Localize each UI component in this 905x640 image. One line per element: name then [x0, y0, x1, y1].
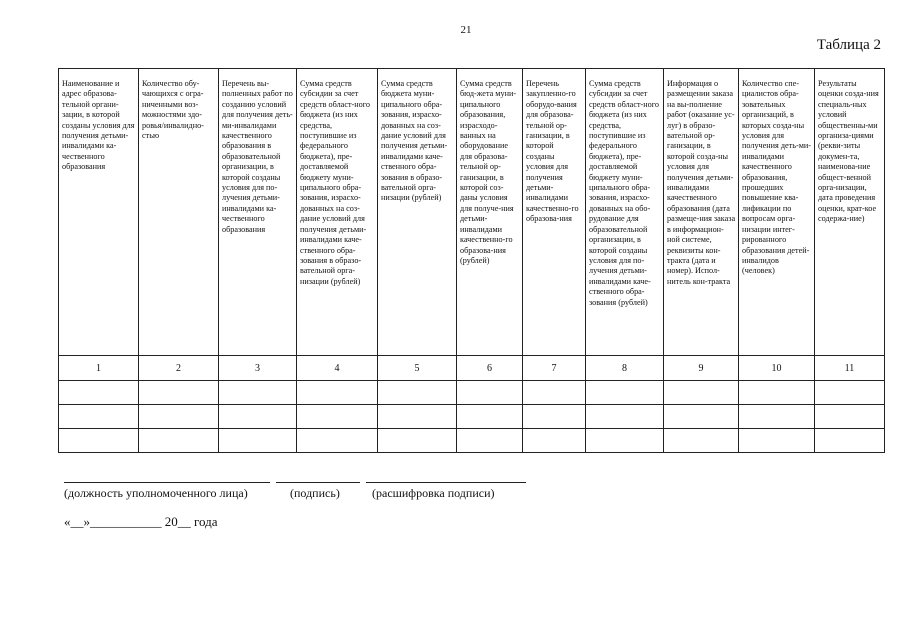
column-number: 7	[523, 356, 586, 381]
table-cell[interactable]	[219, 381, 297, 405]
table-cell[interactable]	[59, 381, 139, 405]
table-cell[interactable]	[59, 429, 139, 453]
table-cell[interactable]	[297, 405, 378, 429]
column-header-text: Перечень вы-полненных работ по созданию условий для получения деть-ми-инвалидами качественного образования в образовательной организации, в которой созданы условия для по-лучения детьми-инвалидами ка-чественного образования	[222, 79, 293, 234]
column-number: 6	[457, 356, 523, 381]
table-cell[interactable]	[586, 429, 664, 453]
table-cell[interactable]	[815, 429, 885, 453]
table-cell[interactable]	[139, 405, 219, 429]
column-header	[219, 69, 297, 356]
column-number: 11	[815, 356, 885, 381]
page-number: 21	[460, 24, 472, 36]
column-header-text: Перечень закупленно-го оборудо-вания для образова-тельной ор-ганизации, в которой созданы условия для получения детьми-инвалидами качественно-го образова-ния	[526, 79, 579, 224]
table-cell[interactable]	[523, 405, 586, 429]
table-cell[interactable]	[139, 381, 219, 405]
table-cell[interactable]	[739, 381, 815, 405]
column-header	[297, 69, 378, 356]
table-cell[interactable]	[586, 405, 664, 429]
table-cell[interactable]	[297, 381, 378, 405]
table-cell[interactable]	[378, 381, 457, 405]
position-label: (должность уполномоченного лица)	[64, 486, 248, 500]
table-header-row	[59, 69, 885, 356]
table-cell[interactable]	[523, 429, 586, 453]
table-cell[interactable]	[739, 405, 815, 429]
table-cell[interactable]	[139, 429, 219, 453]
table-cell[interactable]	[457, 429, 523, 453]
column-number: 2	[139, 356, 219, 381]
column-number: 8	[586, 356, 664, 381]
column-header	[523, 69, 586, 356]
position-signature-line[interactable]	[64, 482, 270, 483]
table-cell[interactable]	[457, 381, 523, 405]
column-number: 1	[59, 356, 139, 381]
table-cell[interactable]	[815, 405, 885, 429]
column-header-text: Информация о размещении заказа на вы-полнение работ (оказание ус-луг) в образо-вательной ор-ганизации, в которой созда-ны условия для получения детьми-инвалидами качественного образования (дата размеще-ния заказа в информацион-ной системе, реквизиты кон-тракта (дата и номер). Испол-нитель кон-тракта	[667, 79, 736, 286]
table-cell[interactable]	[815, 381, 885, 405]
column-header	[739, 69, 815, 356]
table-cell[interactable]	[378, 405, 457, 429]
column-number: 9	[664, 356, 739, 381]
column-header	[586, 69, 664, 356]
column-header-text: Результаты оценки созда-ния специаль-ных условий общественны-ми организа-циями (рекви-зиты докумен-та, наименова-ние общест-венной орга-низации, дата проведения оценки, крат-кое содержа-ние)	[818, 79, 879, 224]
table-cell[interactable]	[586, 381, 664, 405]
column-header-text: Сумма средств бюд-жета муни-ципального образования, израсходо-ванных на оборудование для образова-тельной ор-ганизации, в которой соз-даны условия для получе-ния детьми-инвалидами качественно-го образова-ния (рублей)	[460, 79, 517, 265]
decoding-label: (расшифровка подписи)	[372, 486, 495, 500]
column-header	[664, 69, 739, 356]
column-header	[59, 69, 139, 356]
column-header-text: Сумма средств субсидии за счет средств област-ного бюджета (из них средства, поступившие из федерального бюджета), пре-доставляемой бюджету муни-ципального обра-зования, израсхо-дованных на обо-рудование для образовательной организации, в которой созданы условия для по-лучения детьми-инвалидами каче-ственного обра-зования (рублей)	[589, 79, 659, 307]
column-header-text: Наименование и адрес образова-тельной органи-зации, в которой созданы условия для получения детьми-инвалидами ка-чественного образования	[62, 79, 135, 172]
column-header	[815, 69, 885, 356]
table-cell[interactable]	[664, 381, 739, 405]
table-cell[interactable]	[219, 429, 297, 453]
signature-line[interactable]	[276, 482, 360, 483]
column-number: 3	[219, 356, 297, 381]
column-number: 10	[739, 356, 815, 381]
table-row	[59, 381, 885, 405]
date-line[interactable]: «__»___________ 20__ года	[64, 514, 218, 529]
column-number: 5	[378, 356, 457, 381]
table-caption: Таблица 2	[816, 37, 881, 53]
report-table	[58, 68, 885, 453]
table-cell[interactable]	[219, 405, 297, 429]
signature-label: (подпись)	[290, 486, 340, 500]
table-cell[interactable]	[664, 405, 739, 429]
table-cell[interactable]	[297, 429, 378, 453]
column-header-text: Сумма средств субсидии за счет средств област-ного бюджета (из них средства, поступившие из федерального бюджета), пре-доставляемой бюджету муни-ципального обра-зования, израсхо-дованных на соз-дание условий для получения детьми-инвалидами каче-ственного обра-зования в образо-вательной орга-низации (рублей)	[300, 79, 370, 286]
table-cell[interactable]	[378, 429, 457, 453]
column-header	[139, 69, 219, 356]
table-row	[59, 405, 885, 429]
column-header	[378, 69, 457, 356]
column-number-row	[59, 356, 885, 381]
column-header-text: Количество обу-чающихся с огра-ниченными воз-можностями здо-ровья/инвалидно-стью	[142, 79, 204, 141]
table-cell[interactable]	[739, 429, 815, 453]
table-cell[interactable]	[523, 381, 586, 405]
decoding-signature-line[interactable]	[366, 482, 526, 483]
column-header	[457, 69, 523, 356]
table-cell[interactable]	[59, 405, 139, 429]
column-header-text: Сумма средств бюджета муни-ципального обра-зования, израсхо-дованных на соз-дание условий для получения детьми-инвалидами каче-ственного обра-зования в образо-вательной орга-низации (рублей)	[381, 79, 448, 203]
column-number: 4	[297, 356, 378, 381]
table-row	[59, 429, 885, 453]
column-header-text: Количество спе-циалистов обра-зовательных организаций, в которых созда-ны условия для получения деть-ми-инвалидами качественного образования, прошедших повышение ква-лификации по вопросам орга-низации интег-рированного образования детей-инвалидов (человек)	[742, 79, 812, 276]
table-cell[interactable]	[457, 405, 523, 429]
table-cell[interactable]	[664, 429, 739, 453]
